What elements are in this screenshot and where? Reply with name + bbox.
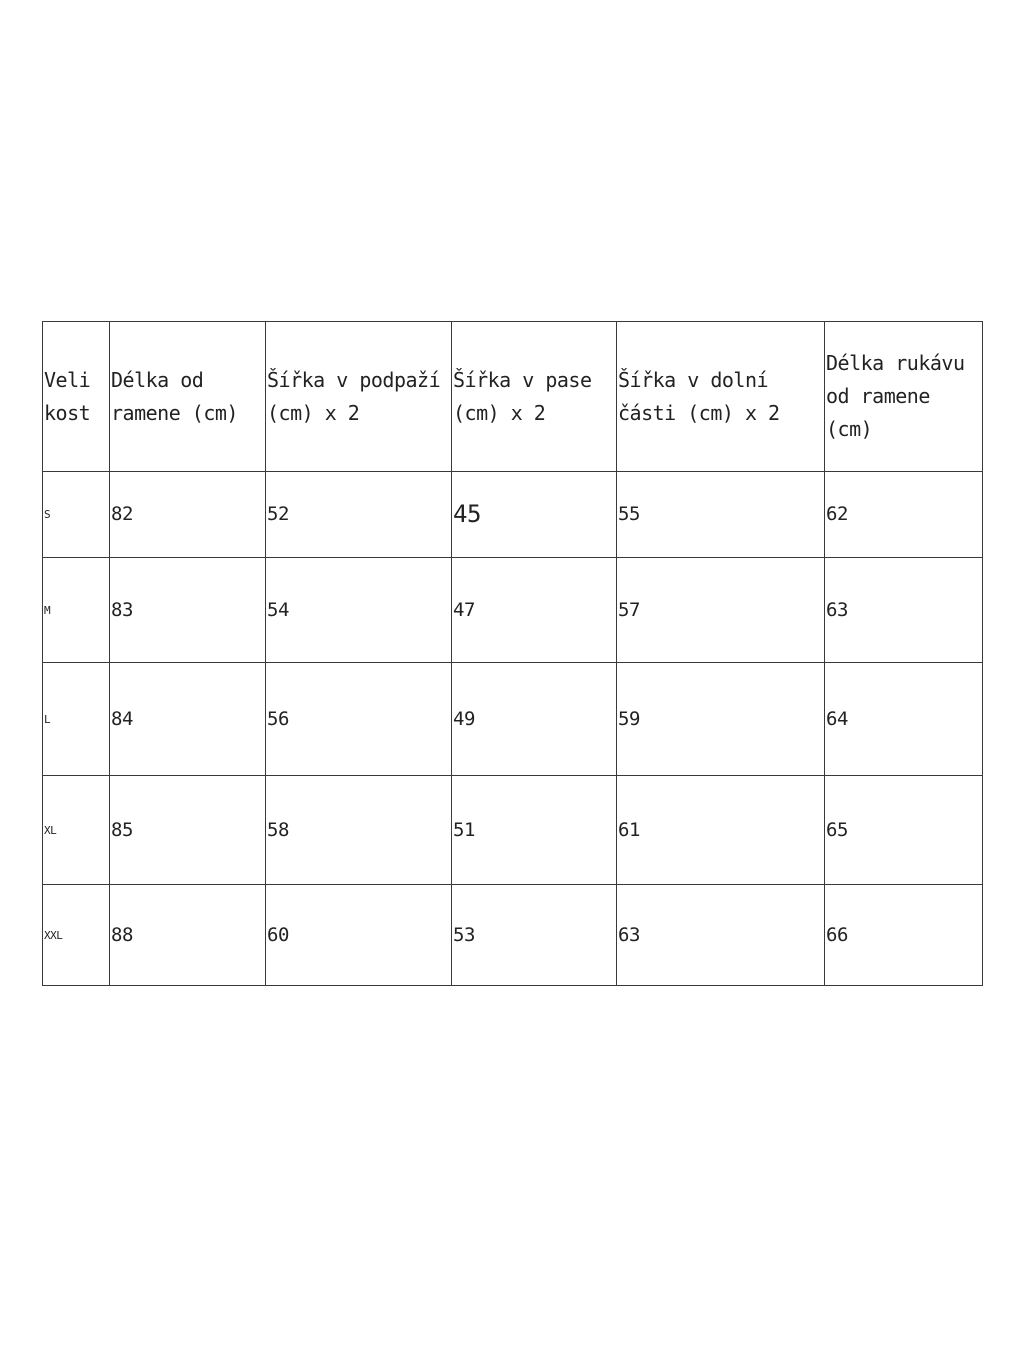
table-cell: 55 — [617, 472, 825, 558]
table-row — [43, 663, 983, 776]
size-table — [42, 321, 983, 986]
table-header-row — [43, 322, 983, 472]
size-cell: XL — [43, 776, 110, 885]
header-bottom-width: Šířka v dolní části (cm) x 2 — [617, 322, 825, 472]
table-cell: 66 — [825, 885, 983, 986]
table-cell: 82 — [110, 472, 266, 558]
header-size: Veli kost — [43, 322, 110, 472]
table-cell: 63 — [825, 558, 983, 663]
table-cell: 83 — [110, 558, 266, 663]
table-row — [43, 776, 983, 885]
table-cell: 45 — [452, 472, 617, 558]
table-cell: 63 — [617, 885, 825, 986]
header-underarm-width: Šířka v podpaží (cm) x 2 — [266, 322, 452, 472]
table-row — [43, 558, 983, 663]
table-cell: 84 — [110, 663, 266, 776]
table-cell: 61 — [617, 776, 825, 885]
size-cell: S — [43, 472, 110, 558]
table-row — [43, 472, 983, 558]
table-cell: 51 — [452, 776, 617, 885]
table-row — [43, 885, 983, 986]
table-cell: 52 — [266, 472, 452, 558]
table-cell: 58 — [266, 776, 452, 885]
size-cell: XXL — [43, 885, 110, 986]
table-cell: 88 — [110, 885, 266, 986]
header-length-from-shoulder: Délka od ramene (cm) — [110, 322, 266, 472]
table-cell: 54 — [266, 558, 452, 663]
size-cell: L — [43, 663, 110, 776]
table-cell: 65 — [825, 776, 983, 885]
table-cell: 53 — [452, 885, 617, 986]
table-cell: 85 — [110, 776, 266, 885]
header-sleeve-length: Délka rukávu od ramene (cm) — [825, 322, 983, 472]
table-cell: 62 — [825, 472, 983, 558]
table-cell: 49 — [452, 663, 617, 776]
size-cell: M — [43, 558, 110, 663]
table-cell: 59 — [617, 663, 825, 776]
table-cell: 64 — [825, 663, 983, 776]
header-waist-width: Šířka v pase (cm) x 2 — [452, 322, 617, 472]
table-cell: 60 — [266, 885, 452, 986]
table-cell: 56 — [266, 663, 452, 776]
table-cell: 47 — [452, 558, 617, 663]
table-cell: 57 — [617, 558, 825, 663]
